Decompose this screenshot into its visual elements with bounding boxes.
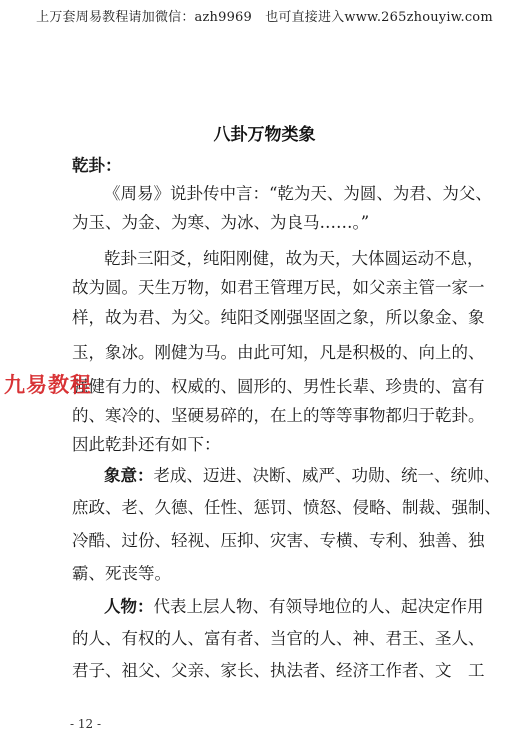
body-line-12: 冷酷、过份、轻视、压抑、灾害、专横、专利、独善、独 bbox=[72, 531, 485, 550]
body-line-13: 霸、死丧等。 bbox=[72, 564, 171, 583]
xiangyi-text: 老成、迈进、决断、威严、功勋、统一、统帅、 bbox=[153, 466, 500, 485]
section-heading: 乾卦： bbox=[72, 156, 122, 175]
body-line-6: 玉，象冰。刚健为马。由此可知，凡是积极的、向上的、 bbox=[72, 343, 485, 362]
body-line-16: 君子、祖父、父亲、家长、执法者、经济工作者、文 工 bbox=[72, 661, 485, 680]
renwu-line-1 bbox=[104, 593, 484, 617]
body-line-5: 样，故为君、为父。纯阳爻刚强坚固之象，所以象金、象 bbox=[72, 308, 485, 327]
body-line-9: 因此乾卦还有如下： bbox=[72, 435, 221, 454]
header-banner: 上万套周易教程请加微信：azh9969 也可直接进入www.265zhouyiw.com bbox=[36, 10, 493, 25]
renwu-label: 人物： bbox=[104, 597, 154, 616]
body-line-15: 的人、有权的人、富有者、当官的人、神、君王、圣人、 bbox=[72, 629, 485, 648]
body-line-7: 强健有力的、权威的、圆形的、男性长辈、珍贵的、富有 bbox=[72, 377, 485, 396]
body-line-8: 的、寒冷的、坚硬易碎的，在上的等等事物都归于乾卦。 bbox=[72, 406, 485, 425]
xiangyi-line-1 bbox=[104, 462, 500, 486]
renwu-text: 代表上层人物、有领导地位的人、起决定作用 bbox=[153, 597, 484, 616]
page-title: 八卦万物类象 bbox=[213, 125, 316, 145]
body-line-2: 为玉、为金、为寒、为冰、为良马……。” bbox=[72, 213, 370, 232]
body-line-4: 故为圆。天生万物，如君王管理万民，如父亲主管一家一 bbox=[72, 278, 485, 297]
xiangyi-label: 象意： bbox=[104, 466, 154, 485]
body-line-11: 庶政、老、久德、任性、惩罚、愤怒、侵略、制裁、强制、 bbox=[72, 498, 501, 517]
body-line-1: 《周易》说卦传中言：“乾为天、为圆、为君、为父、 bbox=[104, 184, 492, 203]
body-line-3: 乾卦三阳爻，纯阳刚健，故为天，大体圆运动不息， bbox=[104, 249, 484, 268]
page-number: - 12 - bbox=[70, 717, 102, 731]
watermark-logo: 九易教程 bbox=[4, 373, 92, 397]
